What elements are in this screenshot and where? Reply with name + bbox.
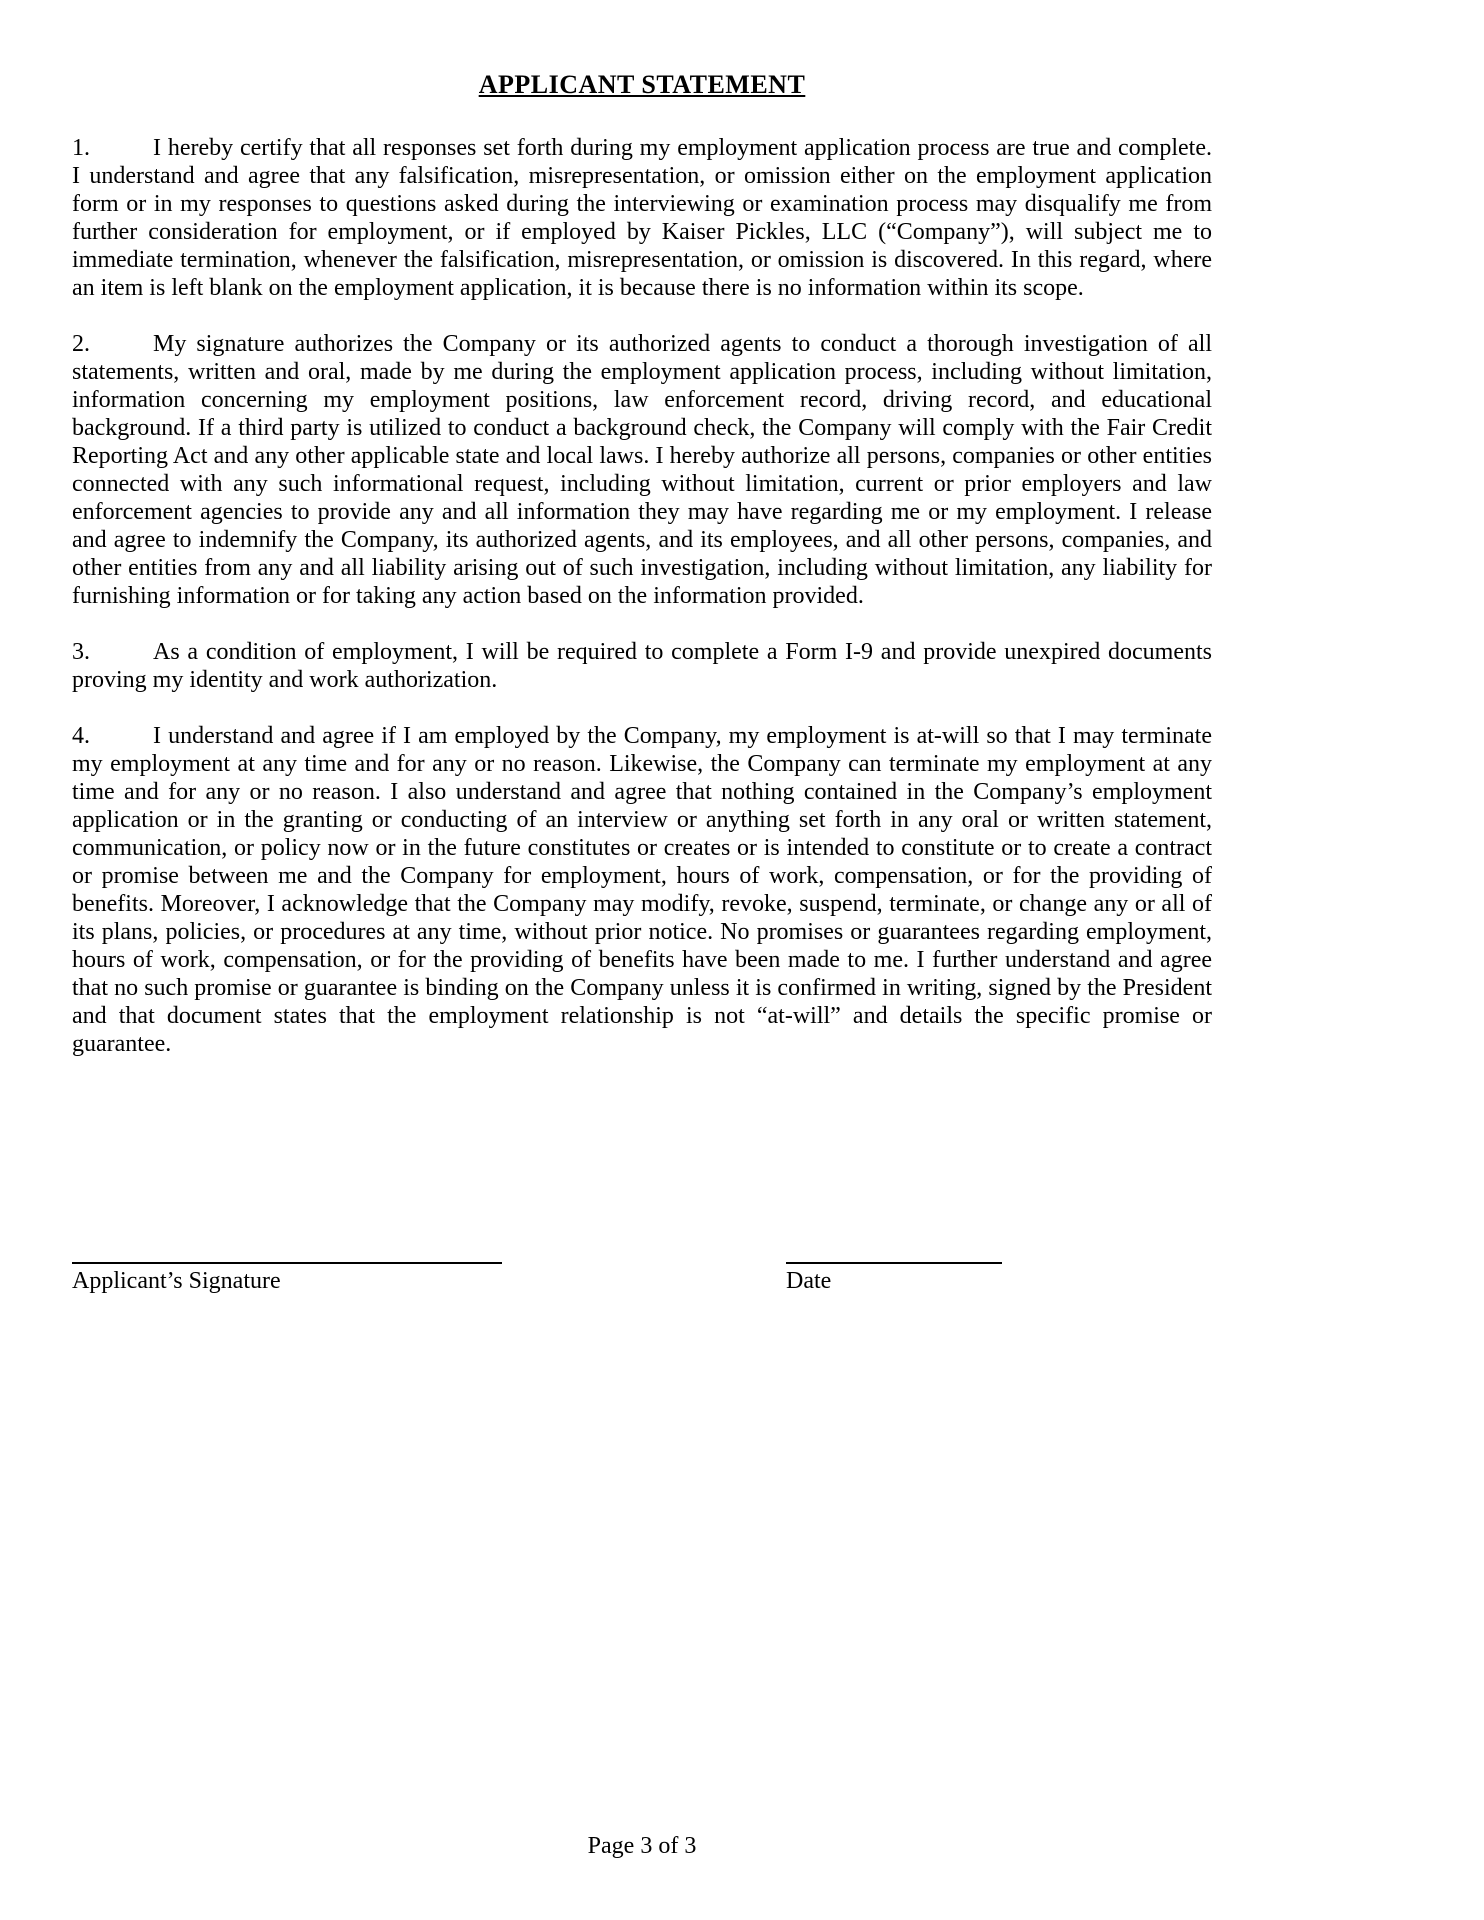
applicant-signature-label: Applicant’s Signature	[72, 1268, 281, 1294]
page-number: Page 3 of 3	[587, 1833, 697, 1859]
signature-section	[72, 1238, 1212, 1296]
page-title-text: APPLICANT STATEMENT	[478, 70, 806, 99]
applicant-signature-line[interactable]	[72, 1238, 502, 1264]
statement-paragraph-1	[72, 134, 1212, 302]
date-block	[786, 1238, 1002, 1296]
statement-paragraph-4	[72, 722, 1212, 1058]
applicant-signature-block	[72, 1238, 502, 1296]
page-title	[72, 70, 1212, 100]
date-label: Date	[786, 1268, 832, 1294]
paragraph-text: I hereby certify that all responses set forth during my employment application process are true and complete. I understand and agree that any falsification, misrepresentation, or omission either on the employment application form or in my responses to questions asked during the interviewing or examination process may disqualify me from further consideration for employment, or if employed by Kaiser Pickles, LLC (“Company”), will subject me to immediate termination, whenever the falsification, misrepresentation, or omission is discovered. In this regard, where an item is left blank on the employment application, it is because there is no information within its scope.	[72, 135, 1212, 301]
paragraph-text: As a condition of employment, I will be required to complete a Form I-9 and provide unexpired documents proving my identity and work authorization.	[72, 639, 1212, 693]
paragraph-number: 4.	[72, 723, 90, 749]
statement-paragraph-3	[72, 638, 1212, 694]
paragraph-number: 1.	[72, 135, 90, 161]
statement-paragraph-2	[72, 330, 1212, 610]
date-line[interactable]	[786, 1238, 1002, 1264]
paragraph-number: 2.	[72, 331, 90, 357]
paragraph-text: I understand and agree if I am employed by the Company, my employment is at-will so that I may terminate my employment at any time and for any or no reason. Likewise, the Company can terminate my employment at any time and for any or no reason. I also understand and agree that nothing contained in the Company’s employment application or in the granting or conducting of an interview or anything set forth in any oral or written statement, communication, or policy now or in the future constitutes or creates or is intended to constitute or to create a contract or promise between me and the Company for employment, hours of work, compensation, or for the providing of benefits. Moreover, I acknowledge that the Company may modify, revoke, suspend, terminate, or change any or all of its plans, policies, or procedures at any time, without prior notice. No promises or guarantees regarding employment, hours of work, compensation, or for the providing of benefits have been made to me. I further understand and agree that no such promise or guarantee is binding on the Company unless it is confirmed in writing, signed by the President and that document states that the employment relationship is not “at-will” and details the specific promise or guarantee.	[72, 723, 1212, 1057]
paragraph-number: 3.	[72, 639, 90, 665]
document-content	[72, 70, 1212, 1058]
paragraph-text: My signature authorizes the Company or its authorized agents to conduct a thorough investigation of all statements, written and oral, made by me during the employment application process, including without limitation, information concerning my employment positions, law enforcement record, driving record, and educational background. If a third party is utilized to conduct a background check, the Company will comply with the Fair Credit Reporting Act and any other applicable state and local laws. I hereby authorize all persons, companies or other entities connected with any such informational request, including without limitation, current or prior employers and law enforcement agencies to provide any and all information they may have regarding me or my employment. I release and agree to indemnify the Company, its authorized agents, and its employees, and all other persons, companies, and other entities from any and all liability arising out of such investigation, including without limitation, any liability for furnishing information or for taking any action based on the information provided.	[72, 331, 1212, 609]
